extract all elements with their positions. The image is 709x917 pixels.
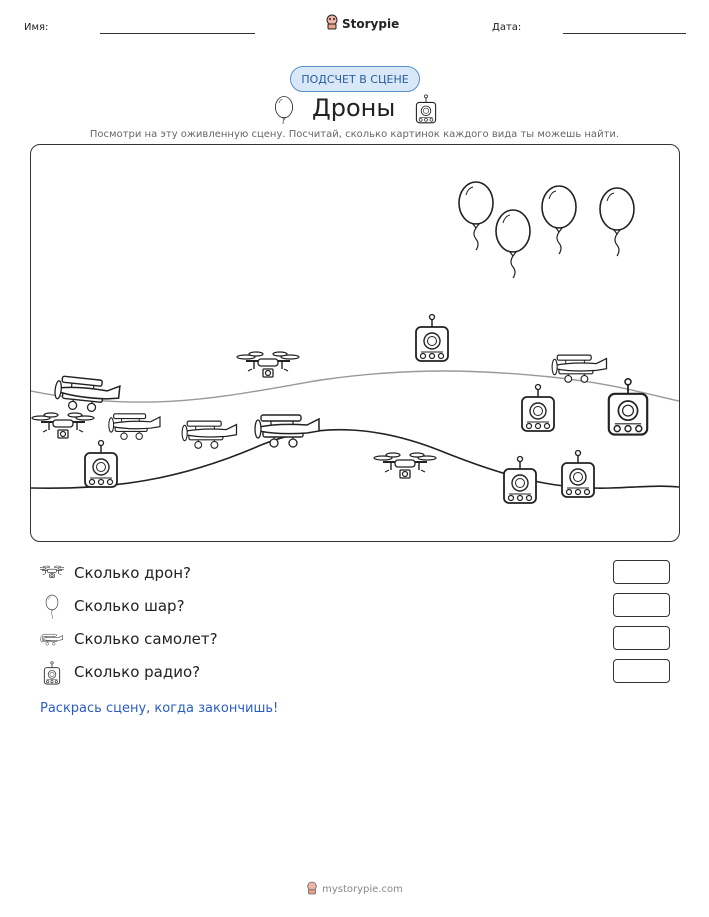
name-line[interactable] — [100, 33, 255, 34]
name-label: Имя: — [24, 22, 49, 33]
footer — [0, 881, 709, 898]
scene-illustration — [31, 145, 679, 541]
scene-frame — [30, 144, 680, 542]
radio-icon — [40, 661, 64, 683]
balloon — [600, 188, 634, 256]
page-title: Дроны — [312, 94, 396, 122]
instructions: Посмотри на эту оживленную сцену. Посчитай, сколько картинок каждого вида ты можешь найти. — [89, 129, 620, 140]
answer-box-planes[interactable] — [613, 626, 670, 650]
question-planes: Сколько самолет? — [74, 630, 218, 648]
plane — [53, 376, 120, 415]
radio — [609, 379, 647, 435]
brand-mascot-icon — [325, 14, 339, 33]
balloon — [459, 182, 493, 250]
footer-url[interactable]: mystorypie.com — [322, 884, 403, 895]
plane — [182, 421, 236, 448]
category-badge: ПОДСЧЕТ В СЦЕНЕ — [290, 66, 420, 92]
radio — [85, 441, 117, 488]
radio — [562, 451, 594, 498]
plane-icon — [40, 628, 64, 650]
footer-logo-icon — [306, 881, 318, 898]
hill-back — [31, 371, 679, 402]
balloon-icon — [273, 92, 295, 128]
answer-box-radios[interactable] — [613, 659, 670, 683]
balloon — [496, 210, 530, 278]
coloring-note: Раскрась сцену, когда закончишь! — [40, 701, 279, 716]
date-label: Дата: — [492, 22, 522, 33]
question-radios: Сколько радио? — [74, 663, 201, 681]
plane — [109, 414, 160, 440]
question-balloons: Сколько шар? — [74, 597, 185, 615]
question-drones: Сколько дрон? — [74, 564, 191, 582]
drone — [32, 413, 94, 438]
balloon — [542, 186, 576, 254]
brand-logo — [325, 14, 399, 33]
radio — [522, 385, 554, 432]
plane — [255, 415, 319, 447]
drone — [374, 453, 436, 478]
drone-icon — [40, 561, 64, 583]
radio-icon — [414, 94, 438, 128]
brand-name: Storypie — [342, 16, 400, 31]
answer-box-balloons[interactable] — [613, 593, 670, 617]
radio — [416, 315, 448, 362]
balloon-icon — [40, 594, 64, 616]
date-line[interactable] — [563, 33, 686, 34]
drone — [237, 352, 299, 377]
answer-box-drones[interactable] — [613, 560, 670, 584]
radio — [504, 457, 536, 504]
